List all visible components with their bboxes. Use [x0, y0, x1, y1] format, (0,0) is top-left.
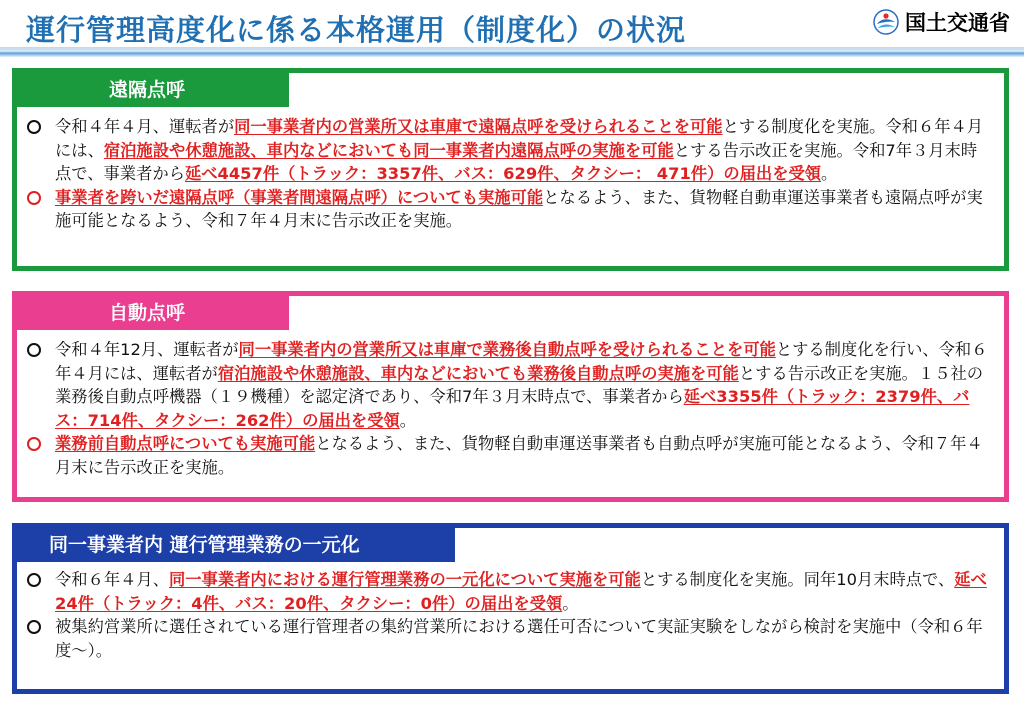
body-text: 被集約営業所に選任されている運行管理者の集約営業所における選任可否について実証実験をしながら検討を実施中（令和６年度～）。 [55, 617, 983, 660]
circle-bullet-icon [27, 437, 41, 451]
body-text: とする告示改正を実施。１５社の業務後自動点呼機器（１９機種）を認定済であり、令和7年３月末時点で、事業者から [55, 363, 984, 406]
bullet-item [17, 115, 1004, 186]
section-auto-roll-call [12, 291, 1009, 502]
mlit-emblem-icon [873, 9, 899, 35]
highlighted-text: 同一事業者内の営業所又は車庫で遠隔点呼を受けられることを可能 [234, 117, 723, 136]
item-list [17, 338, 1004, 479]
body-text: 。 [562, 593, 579, 613]
ministry-logo [873, 7, 1010, 37]
highlighted-text: 同一事業者内における運行管理業務の一元化について実施を可能 [168, 570, 641, 589]
circle-bullet-icon [27, 120, 41, 134]
body-text: 令和４年４月、運転者が [55, 117, 235, 136]
bullet-item [17, 432, 1004, 479]
body-text: 。 [399, 410, 417, 430]
body-text: とする告示改正を実施。令和7年３月末時点で、事業者から [55, 140, 978, 183]
circle-bullet-icon [27, 191, 41, 205]
body-text: となるよう、また、貨物軽自動車運送事業者も自動点呼が実施可能となるよう、令和７年４月末に告示改正を実施。 [55, 434, 983, 477]
body-text: となるよう、また、貨物軽自動車運送事業者も遠隔点呼が実施可能となるよう、令和７年４月末に告示改正を実施。 [55, 187, 983, 230]
section-operation-unification [12, 523, 1009, 694]
body-text: とする制度化を行い、令和６年４月には、運転者が [55, 340, 988, 383]
body-text: 令和４年12月、運転者が [55, 340, 239, 359]
item-list [17, 115, 1004, 233]
ministry-name: 国土交通省 [905, 11, 1010, 35]
page-title: 運行管理高度化に係る本格運用（制度化）の状況 [26, 13, 687, 47]
highlighted-text: 宿泊施設や休憩施設、車内などにおいても同一事業者内遠隔点呼の実施を可能 [103, 140, 674, 160]
body-text: とする制度化を実施。令和６年４月には、 [55, 117, 984, 160]
bullet-item [17, 338, 1004, 432]
section-heading: 自動点呼 [17, 296, 289, 330]
bullet-item [17, 186, 1004, 233]
item-list [17, 568, 1004, 662]
highlighted-text: 事業者を跨いだ遠隔点呼（事業者間遠隔点呼）についても実施可能 [55, 187, 544, 207]
highlighted-text: 業務前自動点呼についても実施可能 [55, 434, 316, 453]
circle-bullet-icon [27, 573, 41, 587]
section-remote-roll-call [12, 68, 1009, 271]
highlighted-text: 同一事業者内の営業所又は車庫で業務後自動点呼を受けられることを可能 [238, 340, 776, 359]
section-heading: 同一事業者内 運行管理業務の一元化 [17, 528, 455, 562]
section-heading: 遠隔点呼 [17, 73, 289, 107]
body-text: 。 [821, 164, 838, 183]
circle-bullet-icon [27, 343, 41, 357]
highlighted-text: 延べ24件（トラック：4件、バス：20件、タクシー：0件）の届出を受領 [55, 570, 987, 613]
highlighted-text: 延べ3355件（トラック：2379件、バス：714件、タクシー：262件）の届出を受領 [55, 387, 970, 430]
highlighted-text: 宿泊施設や休憩施設、車内などにおいても業務後自動点呼の実施を可能 [217, 363, 739, 383]
body-text: とする制度化を実施。同年10月末時点で、 [640, 570, 955, 589]
bullet-item [17, 615, 1004, 662]
highlighted-text: 延べ4457件（トラック：3357件、バス：629件、タクシー： 471件）の届出を受領 [184, 164, 822, 183]
bullet-item [17, 568, 1004, 615]
header-divider [0, 47, 1024, 57]
circle-bullet-icon [27, 620, 41, 634]
body-text: 令和６年４月、 [55, 570, 169, 589]
